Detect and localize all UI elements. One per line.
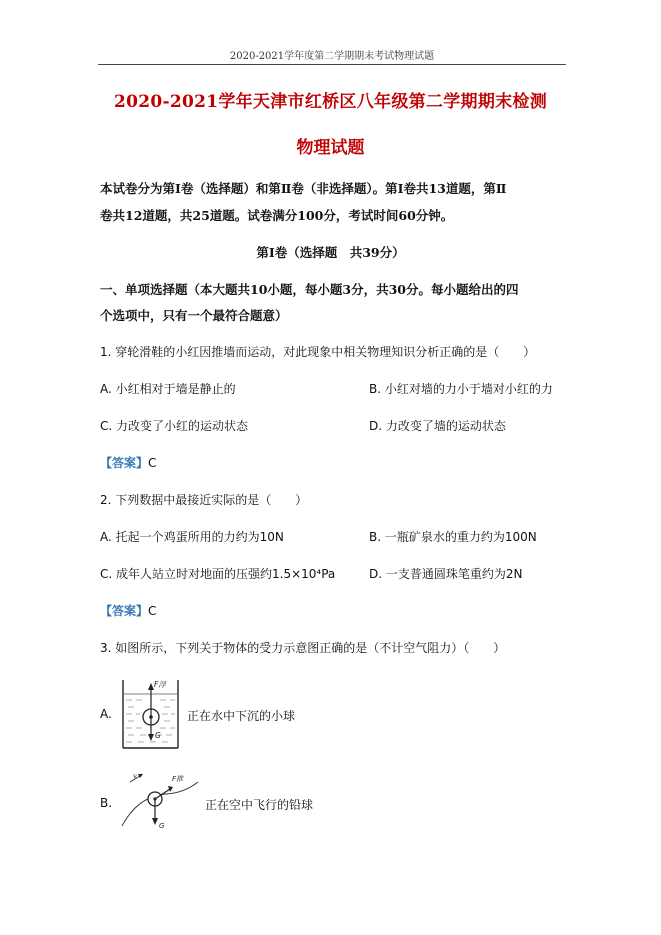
question-3-option-a-label: A. [100, 707, 112, 721]
exam-title: 2020-2021学年天津市红桥区八年级第二学期期末检测 [113, 92, 548, 112]
question-1-answer [100, 454, 156, 471]
question-2-stem: 2. 下列数据中最接近实际的是（ ） [100, 493, 308, 507]
question-1-option-b: B. 小红对墙的力小于墙对小红的力 [369, 382, 553, 396]
answer-tag: 【答案】 [100, 456, 149, 470]
question-2-answer [100, 602, 156, 619]
question-1-option-a: A. 小红相对于墙是静止的 [100, 382, 236, 396]
question-3-stem: 3. 如图所示，下列关于物体的受力示意图正确的是（不计空气阻力）（ ） [100, 641, 506, 655]
section1-heading-line-1: 一、单项选择题（本大题共10小题，每小题3分，共30分。每小题给出的四 [100, 282, 519, 297]
answer-tag: 【答案】 [100, 604, 149, 618]
buoyancy-label: F浮 [154, 680, 166, 689]
answer-value: C [148, 604, 157, 618]
question-2-option-d: D. 一支普通圆珠笔重约为2N [369, 567, 523, 581]
section1-heading-line-2: 个选项中，只有一个最符合题意） [100, 308, 288, 323]
question-1-option-d: D. 力改变了墙的运动状态 [369, 419, 506, 433]
question-3-caption-a: 正在水中下沉的小球 [187, 709, 296, 723]
running-header: 2020-2021学年度第二学期期末考试物理试题 [229, 51, 435, 62]
push-force-arrowhead [168, 786, 173, 792]
exam-subtitle: 物理试题 [296, 138, 365, 158]
question-3-option-b-label: B. [100, 796, 113, 810]
question-2-option-b: B. 一瓶矿泉水的重力约为100N [369, 530, 537, 544]
intro-line-1: 本试卷分为第Ⅰ卷（选择题）和第Ⅱ卷（非选择题）。第Ⅰ卷共13道题，第Ⅱ [100, 181, 507, 196]
velocity-label: v [133, 772, 137, 780]
sinking-ball-figure [120, 674, 182, 750]
gravity-arrowhead [148, 734, 154, 741]
answer-value: C [148, 456, 157, 470]
header-divider [98, 64, 566, 65]
gravity-label: G [155, 731, 161, 740]
velocity-arrowhead [138, 774, 143, 778]
push-force-label: F推 [172, 775, 184, 783]
weight-arrowhead [152, 818, 158, 825]
part1-heading: 第Ⅰ卷（选择题 共39分） [256, 245, 405, 260]
weight-label: G [159, 822, 165, 830]
question-1-stem: 1. 穿轮滑鞋的小红因推墙而运动，对此现象中相关物理知识分析正确的是（ ） [100, 345, 536, 359]
flying-shotput-figure [118, 768, 202, 832]
question-3-caption-b: 正在空中飞行的铅球 [205, 798, 314, 812]
intro-line-2: 卷共12道题，共25道题。试卷满分100分，考试时间60分钟。 [100, 208, 454, 223]
question-2-option-c: C. 成年人站立时对地面的压强约1.5×10⁴Pa [100, 567, 336, 581]
question-1-option-c: C. 力改变了小红的运动状态 [100, 419, 249, 433]
question-2-option-a: A. 托起一个鸡蛋所用的力约为10N [100, 530, 284, 544]
